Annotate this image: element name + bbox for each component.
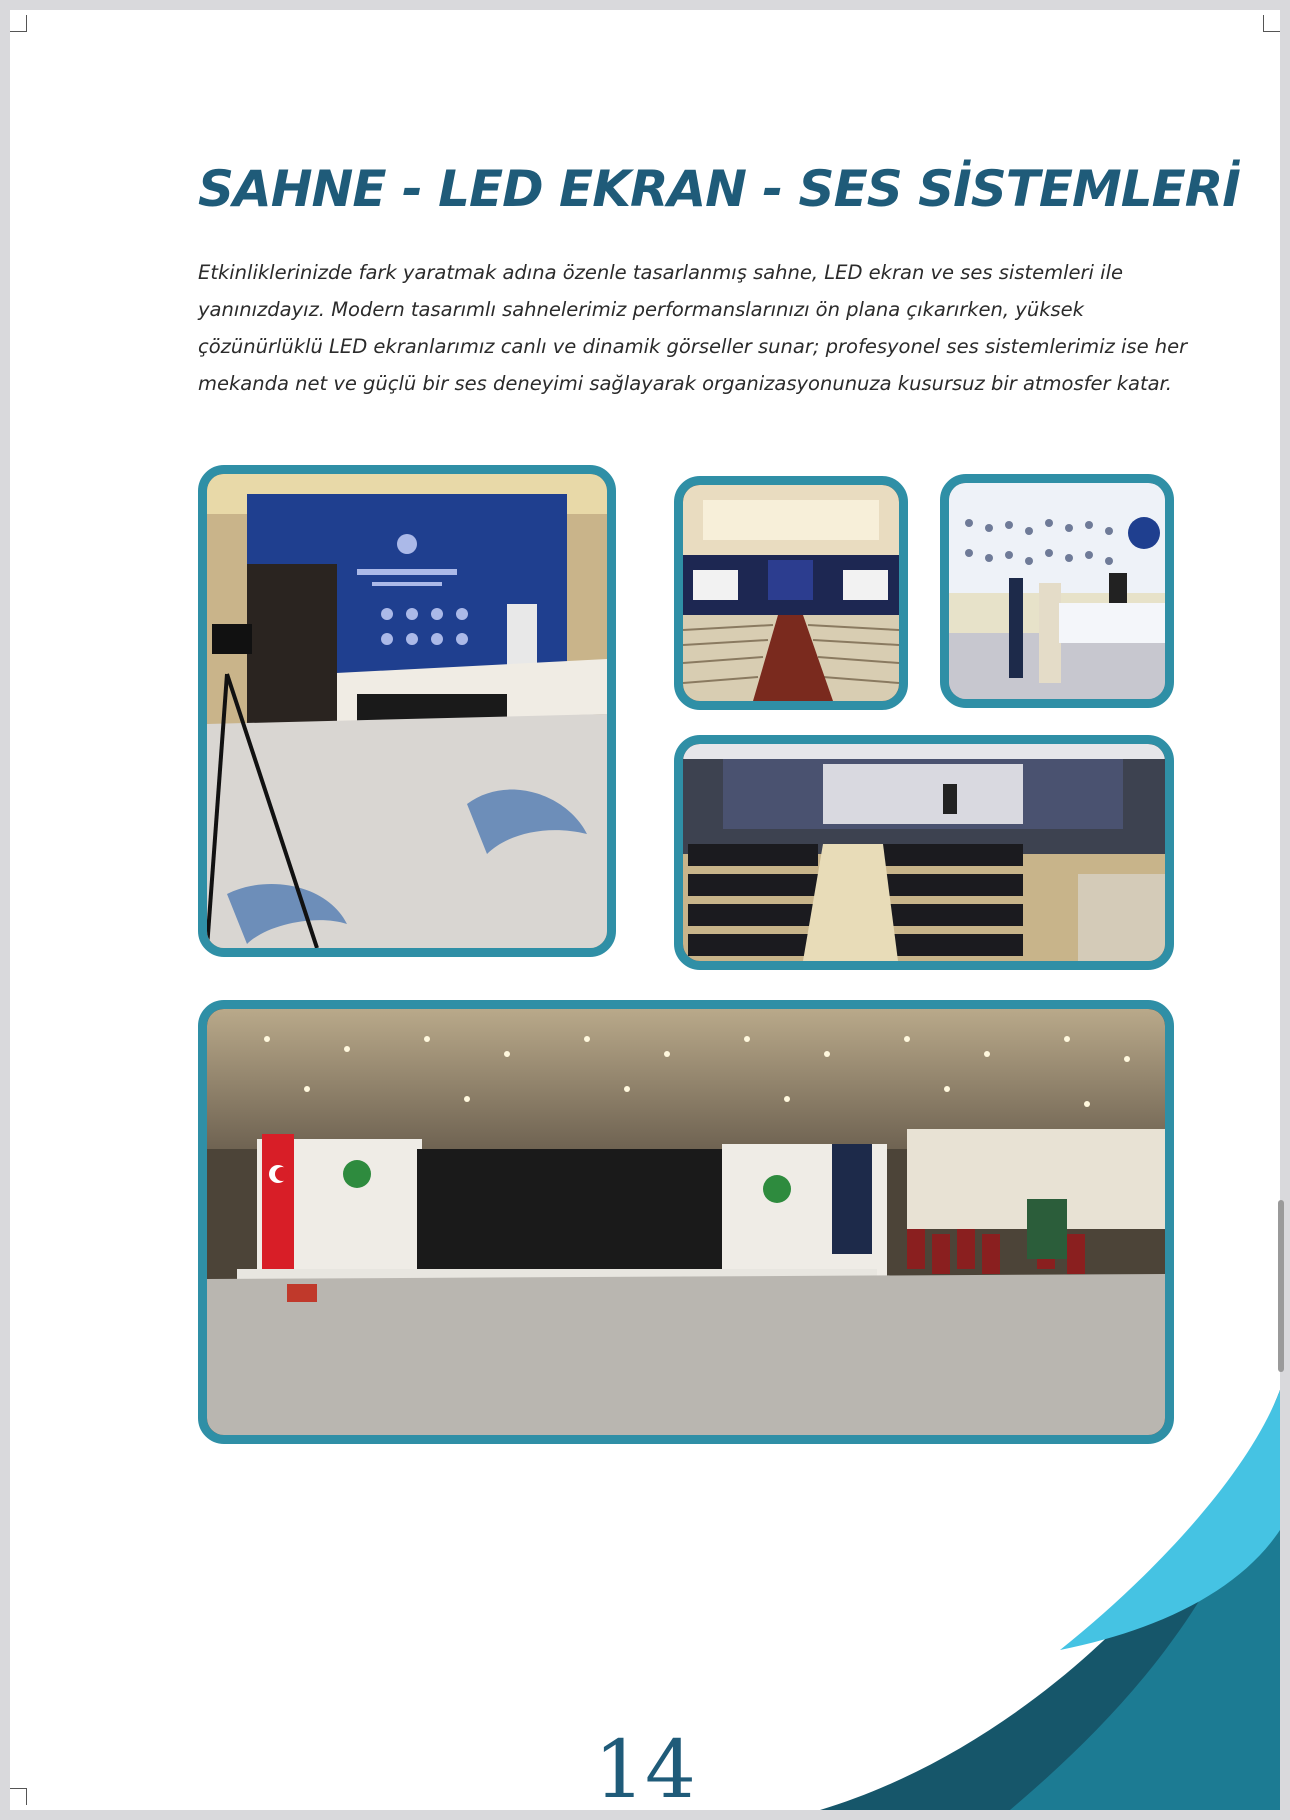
scrollbar-thumb[interactable] [1278,1200,1284,1372]
photo-large-hall-stage [198,1000,1174,1444]
page-title: SAHNE - LED EKRAN - SES SİSTEMLERİ [198,160,1240,218]
crop-mark-top-left [10,15,27,32]
photo-conference-led-screen [674,735,1174,970]
intro-paragraph: Etkinliklerinizde fark yaratmak adına özenle tasarlanmış sahne, LED ekran ve ses sistemleri ile yanınızdayız. Modern tasarımlı sahnelerimiz performanslarınızı ön plana çıkarırken, yüksek çözünürlüklü LED ekranlarımız canlı ve dinamik görseller sunar; profesyonel ses sistemlerimiz ise her mekanda net ve güçlü bir ses deneyimi sağlayarak organizasyonunuza kusursuz bir atmosfer katar. [198,261,1188,395]
page-number: 14 [594,1723,696,1810]
photo-led-wall [940,474,1174,708]
brochure-page [10,10,1280,1810]
crop-mark-bottom-right [1263,1788,1280,1805]
photo-stage-speakers [198,465,616,957]
crop-mark-top-right [1263,15,1280,32]
crop-mark-bottom-left [10,1788,27,1805]
photo-conference-hall [674,476,908,710]
